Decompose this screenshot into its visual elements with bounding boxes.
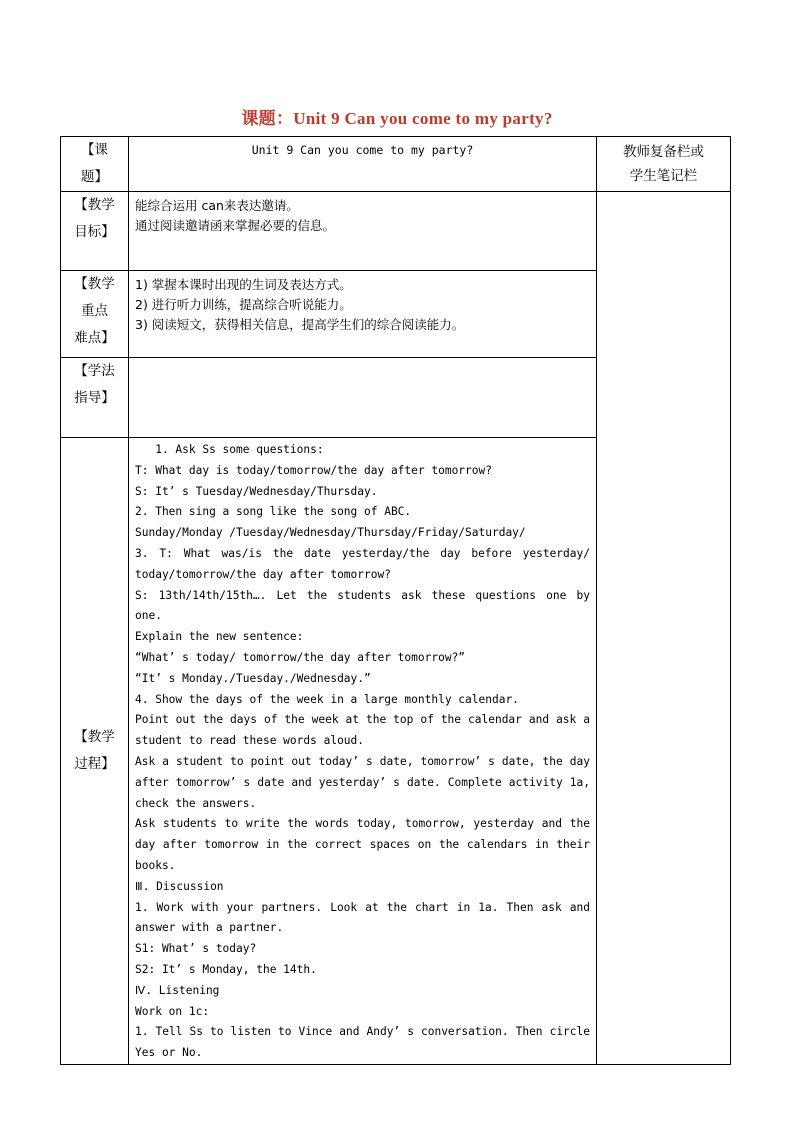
process-line: Ask a student to point out today’ s date, tomorrow’ s date, the day after tomorrow’ s date and yesterday’ s date. Complete activity 1a, check the answers. xyxy=(135,754,590,810)
process-line: Ⅲ. Discussion xyxy=(135,879,224,893)
topic-label: 【课 题】 xyxy=(61,137,129,192)
process-line: Ⅳ. Listening xyxy=(135,983,220,997)
process-line: 2. Then sing a song like the song of ABC. xyxy=(135,505,412,519)
objectives-content: 能综合运用 can来表达邀请。 通过阅读邀请函来掌握必要的信息。 xyxy=(129,192,597,271)
process-line: S2: It’ s Monday, the 14th. xyxy=(135,962,317,976)
process-line: 4. Show the days of the week in a large monthly calendar. xyxy=(135,692,519,706)
process-line: 1. Work with your partners. Look at the chart in 1a. Then ask and answer with a partner. xyxy=(135,900,590,935)
objectives-row xyxy=(61,192,731,271)
process-line: Point out the days of the week at the top of the calendar and ask a student to read these words aloud. xyxy=(135,713,590,748)
process-line: S: 13th/14th/15th…. Let the students ask these questions one by one. xyxy=(135,588,590,623)
process-line: “What’ s today/ tomorrow/the day after tomorrow?” xyxy=(135,650,466,664)
notes-column xyxy=(597,192,731,1065)
process-line: S1: What’ s today? xyxy=(135,942,257,956)
keypoints-label: 【教学 重点 难点】 xyxy=(61,271,129,358)
process-line: Sunday/Monday /Tuesday/Wednesday/Thursday/Friday/Saturday/ xyxy=(135,526,526,540)
method-content xyxy=(129,358,597,438)
lesson-plan-table xyxy=(60,136,731,1065)
notes-column-header: 教师复备栏或 学生笔记栏 xyxy=(597,137,731,192)
page-title: 课题：Unit 9 Can you come to my party? xyxy=(241,109,553,128)
process-line: Ask students to write the words today, tomorrow, yesterday and the day after tomorrow in the correct spaces on the calendars in their books. xyxy=(135,817,590,872)
objectives-label: 【教学 目标】 xyxy=(61,192,129,271)
process-line: 1. Ask Ss some questions: xyxy=(135,443,324,456)
topic-row xyxy=(61,137,731,192)
process-line: T: What day is today/tomorrow/the day after tomorrow? xyxy=(135,463,492,477)
process-line: 1. Tell Ss to listen to Vince and Andy’ s conversation. Then circle Yes or No. xyxy=(135,1025,590,1060)
process-line: Work on 1c: xyxy=(135,1004,210,1018)
process-line: S: It’ s Tuesday/Wednesday/Thursday. xyxy=(135,484,378,498)
process-label: 【教学 过程】 xyxy=(61,438,129,1065)
process-line: Explain the new sentence: xyxy=(135,630,304,644)
keypoints-content: 1) 掌握本课时出现的生词及表达方式。 2) 进行听力训练，提高综合听说能力。 3) 阅读短文，获得相关信息，提高学生们的综合阅读能力。 xyxy=(129,271,597,358)
process-line: 3. T: What was/is the date yesterday/the day before yesterday/ today/tomorrow/the day after tomorrow? xyxy=(135,546,590,581)
method-label: 【学法 指导】 xyxy=(61,358,129,438)
process-line: “It’ s Monday./Tuesday./Wednesday.” xyxy=(135,671,371,685)
topic-value: Unit 9 Can you come to my party? xyxy=(129,137,597,192)
process-content xyxy=(129,438,597,1065)
